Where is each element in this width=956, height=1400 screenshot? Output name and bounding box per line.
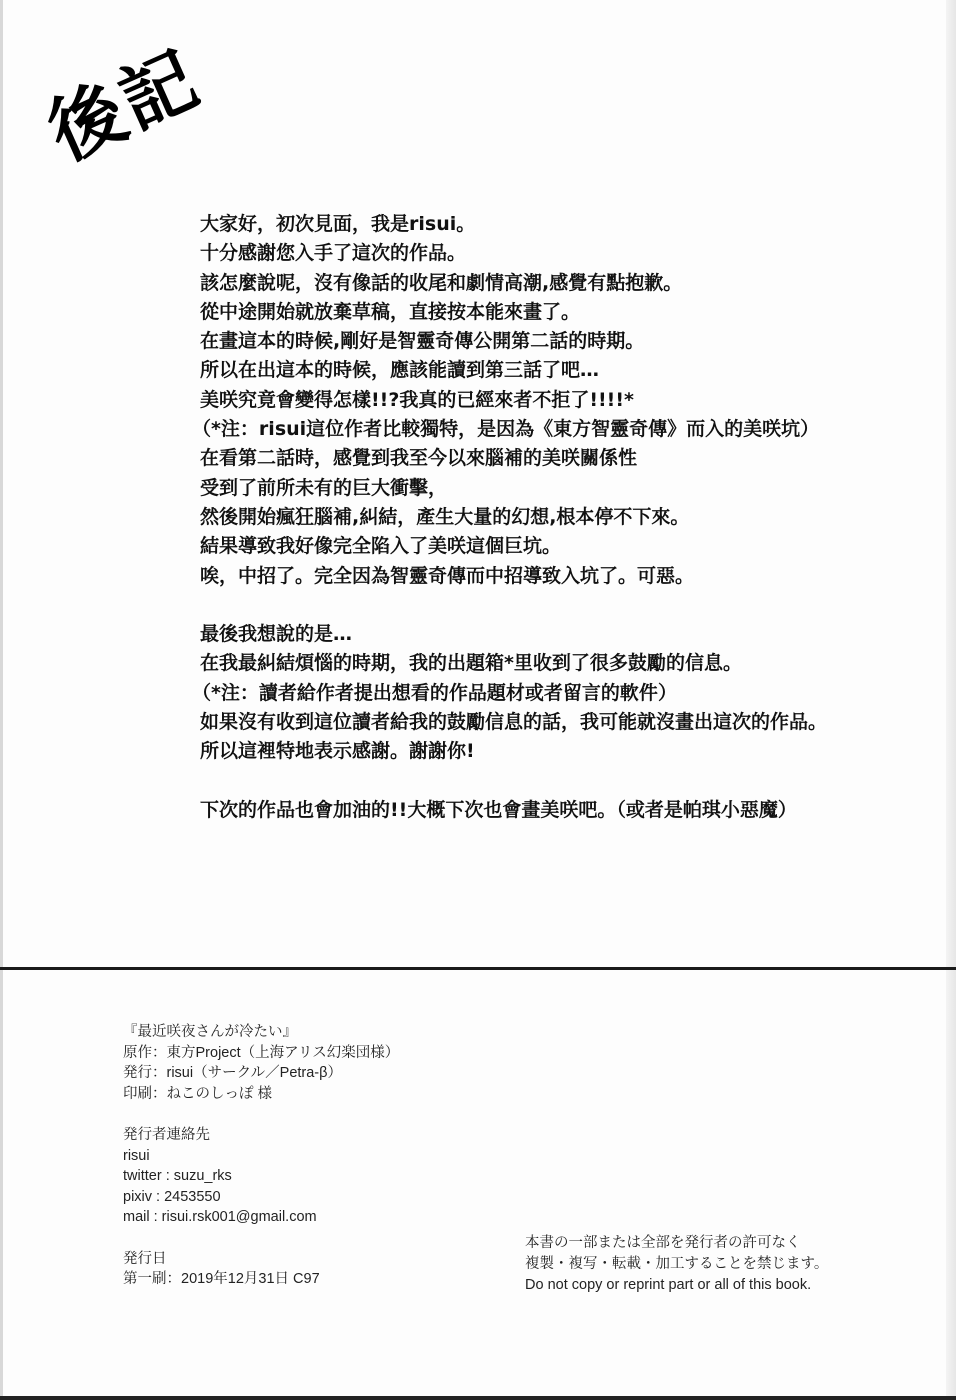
page-left-edge [0, 0, 3, 1400]
body-note-line: （*注：讀者給作者提出想看的作品題材或者留言的軟件） [192, 681, 677, 704]
copyright-line: 本書の一部または全部を発行者の許可なく [525, 1235, 801, 1251]
contact-pixiv: pixiv : 2453550 [123, 1188, 221, 1205]
page-bottom-edge [0, 1396, 956, 1400]
body-line: 最後我想說的是… [200, 623, 353, 646]
afterword-body [192, 210, 940, 825]
body-line: 然後開始瘋狂腦補,糾結，產生大量的幻想,根本停不下來。 [200, 505, 690, 528]
body-line: 所以在出這本的時候，應該能讀到第三話了吧… [200, 359, 600, 382]
body-line: 唉，中招了。完全因為智靈奇傳而中招導致入坑了。可惡。 [200, 564, 695, 587]
body-line: 結果導致我好像完全陷入了美咲這個巨坑。 [200, 535, 562, 558]
book-title: 『最近咲夜さんが冷たい』 [123, 1024, 297, 1040]
contact-twitter: twitter : suzu_rks [123, 1168, 232, 1185]
colophon [123, 1022, 399, 1290]
body-line: 從中途開始就放棄草稿，直接按本能來畫了。 [200, 300, 581, 323]
body-line: 美咲究竟會變得怎樣!!?我真的已經來者不拒了!!!!* [200, 388, 634, 411]
contact-name: risui [123, 1147, 150, 1164]
body-line: 在我最糾結煩惱的時期，我的出題箱*里收到了很多鼓勵的信息。 [200, 652, 742, 675]
body-line: 該怎麼說呢，沒有像話的收尾和劇情高潮,感覺有點抱歉。 [200, 271, 683, 294]
paragraph-gap [200, 591, 940, 620]
body-line: 在畫這本的時候,剛好是智靈奇傳公開第二話的時期。 [200, 330, 645, 353]
contact-mail: mail : risui.rsk001@gmail.com [123, 1209, 317, 1226]
colophon-gap [123, 1104, 399, 1125]
body-line: 十分感謝您入手了這次的作品。 [200, 242, 467, 265]
copyright-line-en: Do not copy or reprint part or all of this book. [525, 1277, 812, 1293]
body-line: 受到了前所未有的巨大衝擊， [200, 476, 448, 499]
contact-heading: 発行者連絡先 [123, 1126, 210, 1143]
body-note-line: （*注：risui這位作者比較獨特，是因為《東方智靈奇傳》而入的美咲坑） [192, 418, 820, 441]
body-line: 如果沒有收到這位讀者給我的鼓勵信息的話，我可能就沒畫出這次的作品。 [200, 711, 828, 734]
page-right-edge [946, 0, 956, 1400]
colophon-divider [0, 967, 956, 970]
original-work: 原作：東方Project（上海アリス幻楽団様） [123, 1044, 400, 1061]
copyright-line: 複製・複写・転載・加工することを禁じます。 [525, 1256, 829, 1272]
body-line: 大家好，初次見面，我是risui。 [200, 213, 476, 235]
printer: 印刷：ねこのしっぽ 様 [123, 1085, 273, 1102]
edition-date: 第一刷：2019年12月31日 C97 [123, 1271, 320, 1288]
body-line: 在看第二話時，感覺到我至今以來腦補的美咲關係性 [200, 447, 638, 470]
date-heading: 発行日 [123, 1250, 167, 1267]
body-line: 所以這裡特地表示感謝。謝謝你! [200, 740, 475, 763]
publisher: 発行：risui（サークル／Petra-β） [123, 1065, 342, 1082]
colophon-gap [123, 1228, 399, 1249]
afterword-title: 後記 [36, 35, 214, 178]
body-line: 下次的作品也會加油的!!大概下次也會畫美咲吧。（或者是帕琪小惡魔） [200, 798, 797, 821]
copyright-notice [525, 1233, 828, 1296]
paragraph-gap [200, 767, 940, 796]
